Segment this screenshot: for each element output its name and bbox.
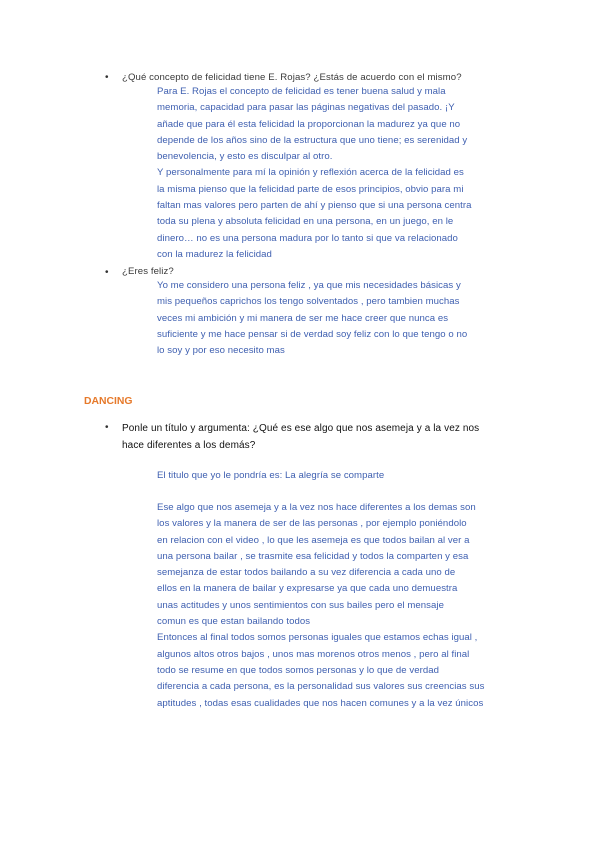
answer-line: memoria, capacidad para pasar las páginas negativas del pasado. ¡Y xyxy=(157,102,455,114)
bullet-marker: • xyxy=(105,422,109,433)
answer-line: todo se resume en que todos somos personas y lo que de verdad xyxy=(157,664,439,676)
question-dancing xyxy=(122,420,479,454)
answer-line: Ese algo que nos asemeja y a la vez nos hace diferentes a los demas son xyxy=(157,502,476,513)
answer-line: Y personalmente para mí la opinión y reflexión acerca de la felicidad es xyxy=(157,167,464,179)
answer-line: lo soy y por eso necesito mas xyxy=(157,345,285,357)
section-heading-dancing: DANCING xyxy=(84,396,133,407)
answer-line: ellos en la manera de bailar y expresarse ya que cada uno demuestra xyxy=(157,583,458,595)
question-line: Ponle un título y argumenta: ¿Qué es ese algo que nos asemeja y a la vez nos xyxy=(122,423,480,434)
answer-line: una persona bailar , se trasmite esa felicidad y todos la comparten y esa xyxy=(157,550,469,562)
question-line: hace diferentes a los demás? xyxy=(122,440,256,451)
answer-line: Entonces al final todos somos personas iguales que estamos echas igual , xyxy=(157,632,478,644)
answer-line: añade que para él esta felicidad la proporcionan la madurez ya que no xyxy=(157,118,461,130)
answer-line: El titulo que yo le pondría es: La alegría se comparte xyxy=(157,470,385,481)
answer-line: dinero… no es una persona madura por lo tanto si que va relacionado xyxy=(157,232,458,244)
answer-line: unas actitudes y unos sentimientos con sus bailes pero el mensaje xyxy=(157,599,444,611)
answer-line: algunos altos otros bajos , unos mas morenos otros menos , pero al final xyxy=(157,648,470,660)
answer-line: depende de los años sino de la estructura que uno tiene; es serenidad y xyxy=(157,134,468,146)
question-felicidad-rojas: ¿Qué concepto de felicidad tiene E. Rojas? ¿Estás de acuerdo con el mismo? xyxy=(122,72,462,83)
answer-line: en relacion con el video , lo que les asemeja es que todos bailan al ver a xyxy=(157,534,470,546)
answer-line: semejanza de estar todos bailando a su vez diferencia a cada uno de xyxy=(157,567,456,579)
answer-line: los valores y la manera de ser de las personas , por ejemplo poniéndolo xyxy=(157,518,467,530)
answer-eres-feliz xyxy=(157,278,527,359)
answer-line: con la madurez la felicidad xyxy=(157,248,272,260)
bullet-marker: • xyxy=(105,267,109,278)
answer-dancing xyxy=(157,500,527,712)
answer-line: aptitudes , todas esas cualidades que nos hacen comunes y a la vez únicos xyxy=(157,697,484,709)
answer-felicidad-rojas xyxy=(157,84,527,263)
answer-line: faltan mas valores pero parten de ahí y pienso que si una persona centra xyxy=(157,200,472,212)
answer-line: Yo me considero una persona feliz , ya que mis necesidades básicas y xyxy=(157,280,461,291)
answer-line: mis pequeños caprichos los tengo solventados , pero tambien muchas xyxy=(157,296,460,308)
answer-title-line xyxy=(157,468,384,484)
answer-line: veces mi ambición y mi manera de ser me hace creer que nunca es xyxy=(157,312,449,324)
answer-line: Para E. Rojas el concepto de felicidad es tener buena salud y mala xyxy=(157,86,446,97)
bullet-marker: • xyxy=(105,72,109,83)
answer-line: toda su plena y absoluta felicidad en una persona, en un juego, en le xyxy=(157,216,454,228)
answer-line: comun es que estan bailando todos xyxy=(157,616,311,628)
answer-line: benevolencia, y esto es disculpar al otro. xyxy=(157,151,333,163)
answer-line: suficiente y me hace pensar si de verdad soy feliz con lo que tengo o no xyxy=(157,328,468,340)
answer-line: la misma pienso que la felicidad parte de esos principios, obvio para mi xyxy=(157,183,464,195)
answer-line: diferencia a cada persona, es la personalidad sus valores sus creencias sus xyxy=(157,681,485,693)
question-eres-feliz: ¿Eres feliz? xyxy=(122,266,174,277)
